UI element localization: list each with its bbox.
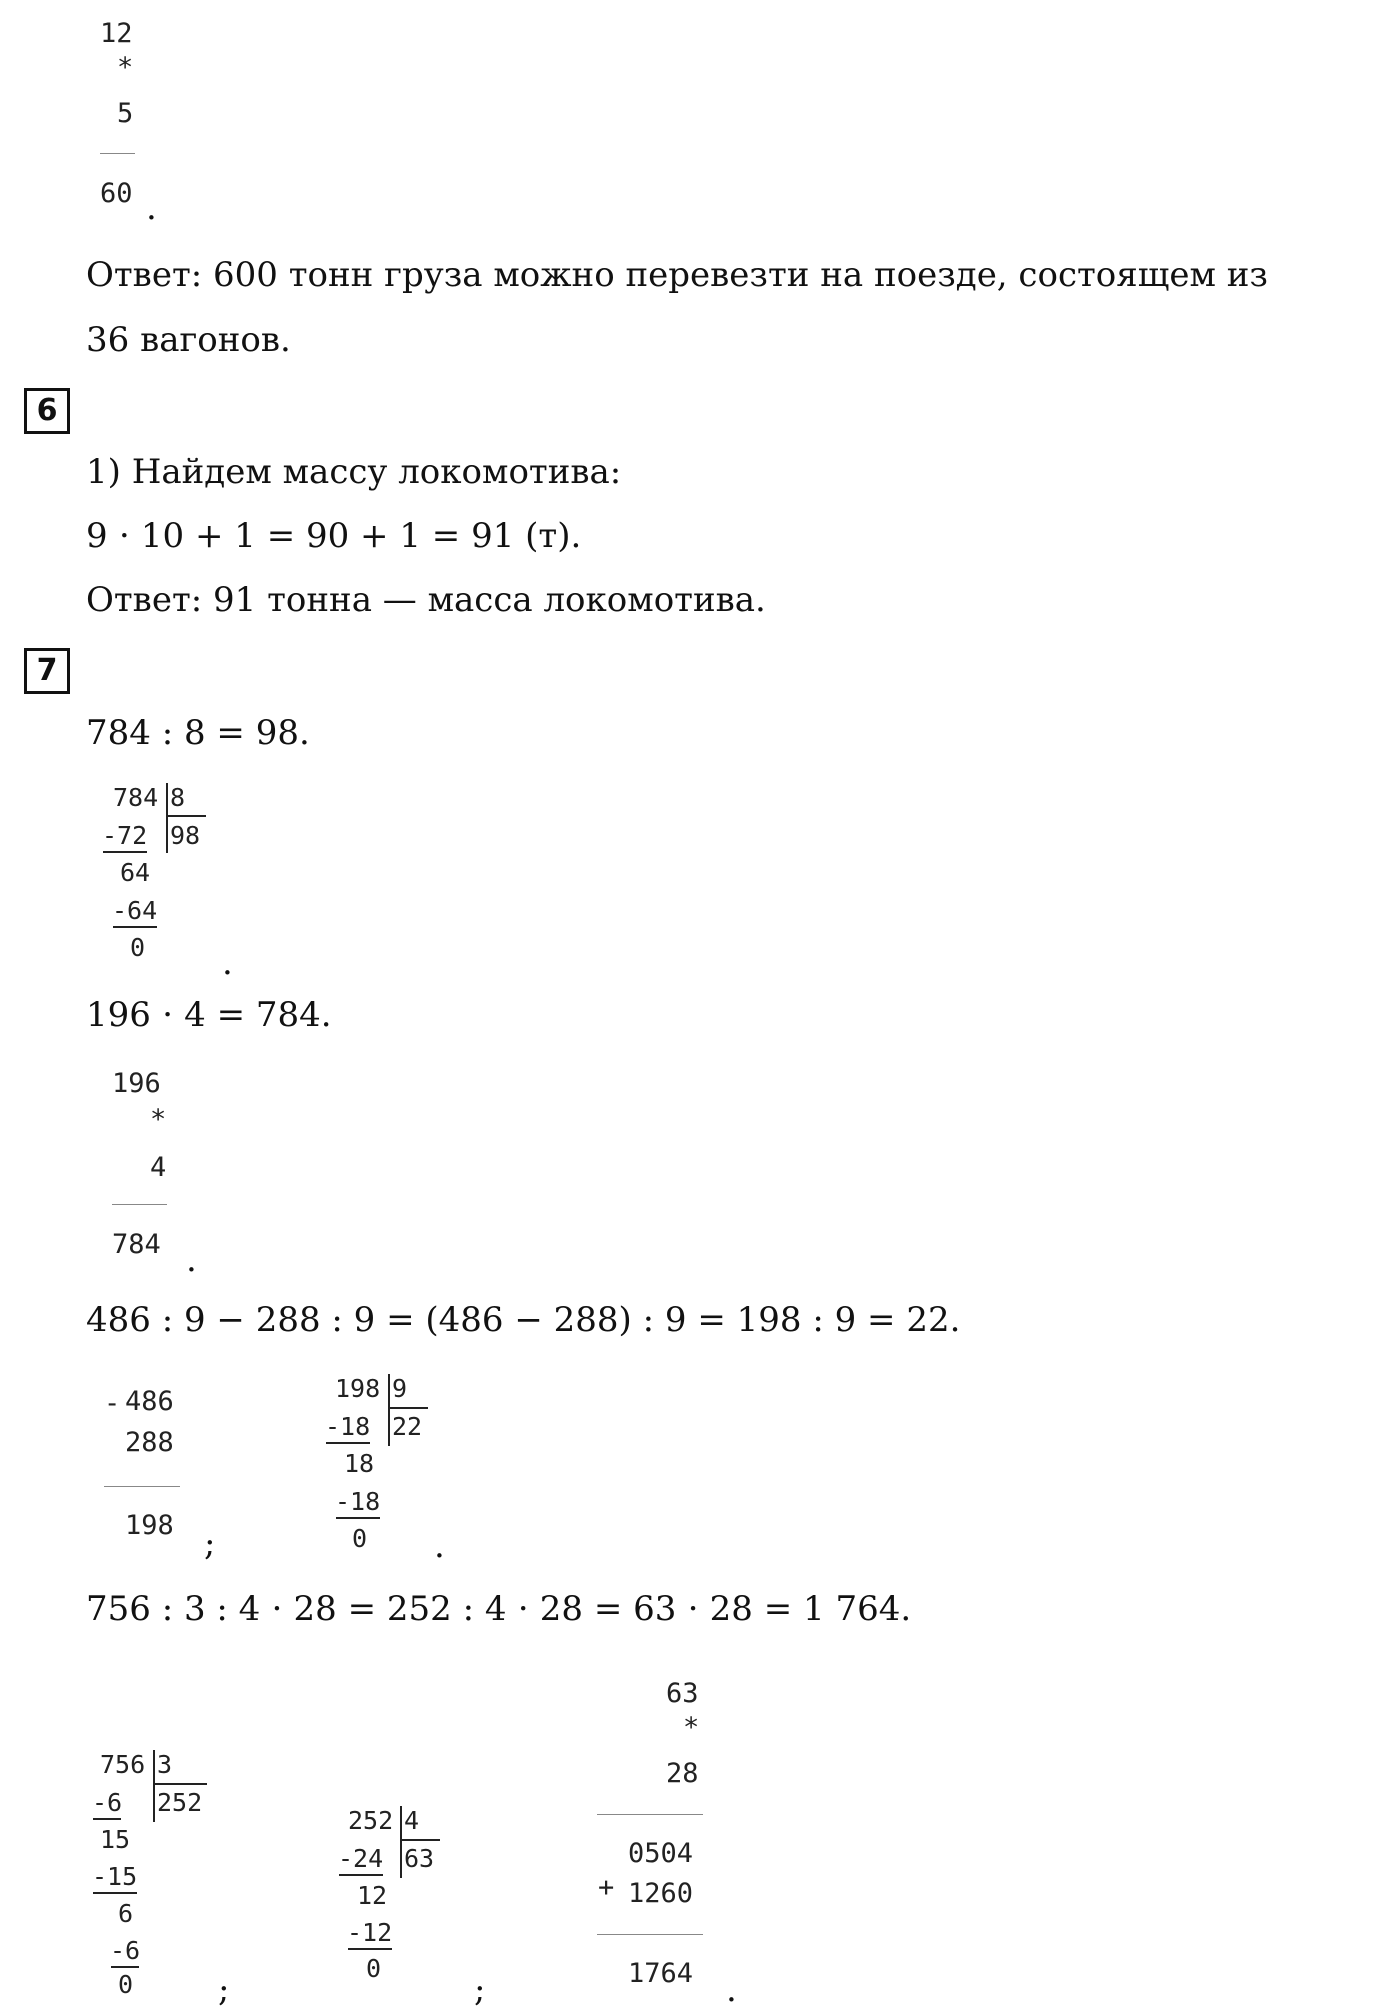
division-rule-2 [348,1948,392,1950]
division-remainder-2: 6 [118,1899,134,1928]
division-rule-1 [93,1818,121,1820]
division-divisor: 8 [170,783,186,812]
mult-rule [112,1204,167,1205]
division-remainder-3: 0 [118,1970,134,1999]
division-subtrahend-2: -15 [92,1862,138,1891]
mult-result: 784 [112,1229,161,1260]
sub-operand-a: 486 [125,1386,174,1417]
division-remainder-1: 12 [357,1881,388,1910]
division-subtrahend-3: -6 [110,1936,141,1965]
sub-operand-b: 288 [125,1427,174,1458]
division-subtrahend-2: -12 [347,1918,393,1947]
division-dividend: 252 [348,1806,394,1835]
division-rule-3 [111,1966,139,1968]
mult-partial-2: 1260 [628,1878,694,1909]
division-quotient: 63 [404,1844,435,1873]
division-rule-1 [326,1442,370,1444]
division-end-mark: ; [218,1970,230,2010]
division-remainder-1: 64 [120,858,151,887]
division-quotient-rule [155,1783,207,1785]
division-subtrahend-1: -24 [338,1844,384,1873]
mult-operator: * [150,1104,167,1135]
task6-calculation: 9 ⋅ 10 + 1 = 90 + 1 = 91 (т). [86,516,582,556]
division-divisor: 3 [157,1750,173,1779]
mult-operand-a: 63 [666,1678,699,1709]
task-number-7: 7 [24,648,70,694]
division-rule-2 [93,1892,137,1894]
division-remainder-1: 18 [344,1449,375,1478]
division-subtrahend-2: -18 [335,1487,381,1516]
division-bar [166,783,168,853]
task7-equation-4: 756 : 3 : 4 ⋅ 28 = 252 : 4 ⋅ 28 = 63 ⋅ 28 = 1 764. [86,1589,912,1629]
division-bar [400,1806,402,1878]
division-subtrahend-1: -6 [92,1788,123,1817]
sub-operator: - [104,1388,121,1419]
division-end-mark: ; [474,1970,486,2010]
division-remainder-2: 0 [130,933,146,962]
division-subtrahend-1: -72 [102,821,148,850]
mult-operand-b: 4 [150,1152,167,1183]
answer-line-1: Ответ: 600 тонн груза можно перевезти на поезде, состоящем из [86,255,1268,295]
division-divisor: 9 [392,1374,408,1403]
division-remainder-1: 15 [100,1825,131,1854]
mult-operand-b: 28 [666,1758,699,1789]
division-remainder-2: 0 [352,1524,368,1553]
mult-rule [100,153,135,154]
division-end-mark: . [434,1526,445,1566]
task7-equation-2: 196 ⋅ 4 = 784. [86,995,332,1035]
division-subtrahend-2: -64 [112,896,158,925]
division-dividend: 198 [335,1374,381,1403]
mult-rule-1 [597,1814,703,1815]
division-rule-2 [336,1517,380,1519]
mult-rule-2 [597,1934,703,1935]
mult-operator: * [683,1712,700,1743]
mult-operand-a: 196 [112,1068,161,1099]
task-number-6: 6 [24,388,70,434]
mult-plus-operator: + [598,1872,615,1903]
sub-rule [104,1486,180,1487]
mult-end-mark: . [726,1970,737,2010]
division-dividend: 784 [113,783,159,812]
mult-partial-1: 0504 [628,1838,694,1869]
task7-equation-3: 486 : 9 − 288 : 9 = (486 − 288) : 9 = 198 : 9 = 22. [86,1300,961,1340]
task6-step1: 1) Найдем массу локомотива: [86,452,622,492]
mult-result: 1764 [628,1958,694,1989]
mult-result: 60 [100,178,133,209]
division-remainder-2: 0 [366,1954,382,1983]
mult-end-mark: . [146,188,157,228]
division-divisor: 4 [404,1806,420,1835]
division-rule-1 [339,1874,383,1876]
division-quotient-rule [390,1407,428,1409]
mult-operator: * [117,52,134,83]
sub-result: 198 [125,1510,174,1541]
division-bar [153,1750,155,1822]
answer-line-2: 36 вагонов. [86,320,291,360]
division-quotient: 98 [170,821,201,850]
division-bar [388,1374,390,1446]
mult-operand-b: 5 [117,98,134,129]
sub-end-mark: ; [204,1524,216,1564]
division-subtrahend-1: -18 [325,1412,371,1441]
division-dividend: 756 [100,1750,146,1779]
division-quotient-rule [168,815,206,817]
division-quotient: 22 [392,1412,423,1441]
mult-end-mark: . [186,1240,197,1280]
division-quotient-rule [402,1839,440,1841]
task6-answer: Ответ: 91 тонна — масса локомотива. [86,580,766,620]
division-rule-2 [113,926,157,928]
task7-equation-1: 784 : 8 = 98. [86,713,310,753]
division-end-mark: . [222,943,233,983]
division-rule-1 [103,851,147,853]
mult-operand-a: 12 [100,18,133,49]
division-quotient: 252 [157,1788,203,1817]
